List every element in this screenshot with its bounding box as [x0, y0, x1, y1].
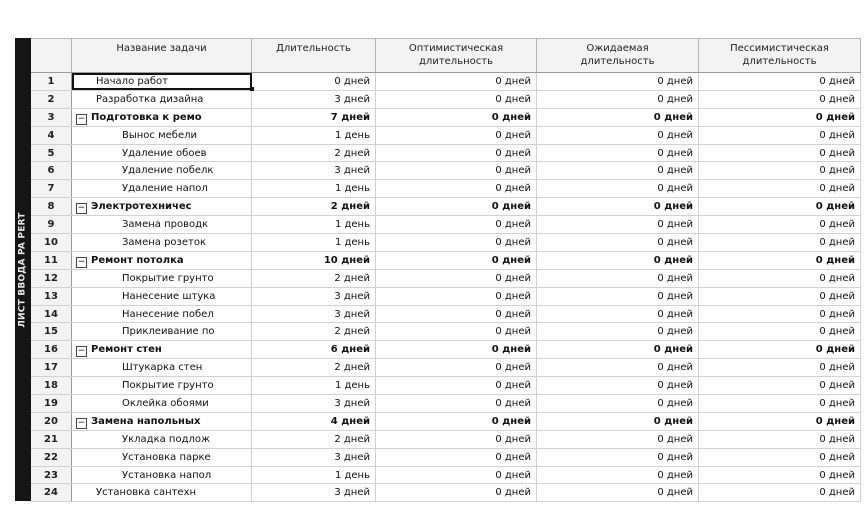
- expected-duration-cell[interactable]: 0 дней: [537, 145, 699, 162]
- table-row[interactable]: [31, 180, 861, 198]
- optimistic-duration-cell[interactable]: 0 дней: [376, 198, 537, 215]
- task-name-cell[interactable]: [72, 252, 252, 269]
- expected-duration-cell[interactable]: 0 дней: [537, 288, 699, 305]
- table-row[interactable]: [31, 162, 861, 180]
- expected-duration-cell[interactable]: 0 дней: [537, 127, 699, 144]
- pessimistic-duration-cell[interactable]: 0 дней: [699, 162, 861, 179]
- task-name-cell[interactable]: [72, 359, 252, 376]
- duration-cell[interactable]: 6 дней: [252, 341, 376, 358]
- task-name-text: Ремонт потолка: [91, 254, 184, 266]
- row-id-cell[interactable]: 15: [31, 323, 72, 340]
- expected-duration-cell[interactable]: 0 дней: [537, 359, 699, 376]
- duration-cell[interactable]: 1 день: [252, 180, 376, 197]
- header-pessimistic-duration[interactable]: Пессимистическая длительность: [699, 39, 861, 72]
- duration-cell[interactable]: 7 дней: [252, 109, 376, 126]
- pessimistic-duration-cell[interactable]: 0 дней: [699, 180, 861, 197]
- pessimistic-duration-cell[interactable]: 0 дней: [699, 359, 861, 376]
- optimistic-duration-cell[interactable]: 0 дней: [376, 109, 537, 126]
- table-row[interactable]: [31, 413, 861, 431]
- table-row[interactable]: [31, 127, 861, 145]
- optimistic-duration-cell[interactable]: 0 дней: [376, 180, 537, 197]
- table-row[interactable]: [31, 73, 861, 91]
- duration-cell[interactable]: 2 дней: [252, 145, 376, 162]
- task-name-text: Установка парке: [122, 451, 211, 463]
- expected-duration-cell[interactable]: 0 дней: [537, 323, 699, 340]
- task-name-cell[interactable]: [72, 377, 252, 394]
- task-name-text: Покрытие грунто: [122, 272, 214, 284]
- header-id[interactable]: [31, 39, 72, 72]
- task-name-cell[interactable]: [72, 73, 252, 90]
- pessimistic-duration-cell[interactable]: 0 дней: [699, 91, 861, 108]
- expected-duration-cell[interactable]: 0 дней: [537, 306, 699, 323]
- expected-duration-cell[interactable]: 0 дней: [537, 252, 699, 269]
- pessimistic-duration-cell[interactable]: 0 дней: [699, 449, 861, 466]
- optimistic-duration-cell[interactable]: 0 дней: [376, 341, 537, 358]
- row-id-cell[interactable]: 8: [31, 198, 72, 215]
- task-name-cell[interactable]: [72, 306, 252, 323]
- optimistic-duration-cell[interactable]: 0 дней: [376, 395, 537, 412]
- task-name-cell[interactable]: [72, 467, 252, 484]
- pessimistic-duration-cell[interactable]: 0 дней: [699, 216, 861, 233]
- expected-duration-cell[interactable]: 0 дней: [537, 91, 699, 108]
- row-id-cell[interactable]: 14: [31, 306, 72, 323]
- row-id-cell[interactable]: 4: [31, 127, 72, 144]
- pessimistic-duration-cell[interactable]: 0 дней: [699, 395, 861, 412]
- row-id-cell[interactable]: 16: [31, 341, 72, 358]
- pessimistic-duration-cell[interactable]: 0 дней: [699, 323, 861, 340]
- task-name-cell[interactable]: [72, 198, 252, 215]
- row-id-cell[interactable]: 5: [31, 145, 72, 162]
- duration-cell[interactable]: 2 дней: [252, 323, 376, 340]
- task-name-cell[interactable]: [72, 91, 252, 108]
- row-id-cell[interactable]: 19: [31, 395, 72, 412]
- duration-cell[interactable]: 10 дней: [252, 252, 376, 269]
- pessimistic-duration-cell[interactable]: 0 дней: [699, 431, 861, 448]
- task-name-cell[interactable]: [72, 127, 252, 144]
- task-name-cell[interactable]: [72, 323, 252, 340]
- row-id-cell[interactable]: 11: [31, 252, 72, 269]
- pessimistic-duration-cell[interactable]: 0 дней: [699, 127, 861, 144]
- duration-cell[interactable]: 3 дней: [252, 484, 376, 501]
- table-row[interactable]: [31, 449, 861, 467]
- expected-duration-cell[interactable]: 0 дней: [537, 377, 699, 394]
- row-id-cell[interactable]: 24: [31, 484, 72, 501]
- task-table: [31, 38, 861, 502]
- header-duration[interactable]: Длительность: [252, 39, 376, 72]
- expected-duration-cell[interactable]: 0 дней: [537, 109, 699, 126]
- expected-duration-cell[interactable]: 0 дней: [537, 413, 699, 430]
- pessimistic-duration-cell[interactable]: 0 дней: [699, 73, 861, 90]
- row-id-cell[interactable]: 20: [31, 413, 72, 430]
- row-id-cell[interactable]: 3: [31, 109, 72, 126]
- task-name-text: Нанесение штука: [122, 290, 216, 302]
- pessimistic-duration-cell[interactable]: 0 дней: [699, 198, 861, 215]
- task-name-text: Подготовка к ремо: [91, 111, 202, 123]
- table-row[interactable]: [31, 252, 861, 270]
- pessimistic-duration-cell[interactable]: 0 дней: [699, 377, 861, 394]
- expected-duration-cell[interactable]: 0 дней: [537, 73, 699, 90]
- task-name-text: Замена проводк: [122, 219, 209, 231]
- duration-cell[interactable]: 2 дней: [252, 198, 376, 215]
- task-name-cell[interactable]: [72, 431, 252, 448]
- task-name-text: Начало работ: [96, 76, 168, 87]
- row-id-cell[interactable]: 17: [31, 359, 72, 376]
- task-name-cell[interactable]: [72, 180, 252, 197]
- expected-duration-cell[interactable]: 0 дней: [537, 216, 699, 233]
- task-name-cell[interactable]: [72, 145, 252, 162]
- duration-cell[interactable]: 2 дней: [252, 359, 376, 376]
- table-row[interactable]: [31, 306, 861, 324]
- optimistic-duration-cell[interactable]: 0 дней: [376, 145, 537, 162]
- task-name-text: Вынос мебели: [122, 129, 197, 141]
- task-name-cell[interactable]: [72, 288, 252, 305]
- optimistic-duration-cell[interactable]: 0 дней: [376, 270, 537, 287]
- duration-cell[interactable]: 1 день: [252, 377, 376, 394]
- view-bar[interactable]: [15, 38, 31, 501]
- optimistic-duration-cell[interactable]: 0 дней: [376, 449, 537, 466]
- duration-cell[interactable]: 3 дней: [252, 288, 376, 305]
- optimistic-duration-cell[interactable]: 0 дней: [376, 73, 537, 90]
- task-name-text: Укладка подлож: [122, 433, 211, 445]
- duration-cell[interactable]: 1 день: [252, 216, 376, 233]
- duration-cell[interactable]: 3 дней: [252, 91, 376, 108]
- table-row[interactable]: [31, 288, 861, 306]
- row-id-cell[interactable]: 6: [31, 162, 72, 179]
- optimistic-duration-cell[interactable]: 0 дней: [376, 252, 537, 269]
- task-name-text: Разработка дизайна: [96, 93, 204, 105]
- row-id-cell[interactable]: 2: [31, 91, 72, 108]
- expected-duration-cell[interactable]: 0 дней: [537, 484, 699, 501]
- header-expected-duration[interactable]: Ожидаемая длительность: [537, 39, 699, 72]
- optimistic-duration-cell[interactable]: 0 дней: [376, 323, 537, 340]
- duration-cell[interactable]: 3 дней: [252, 306, 376, 323]
- task-name-cell[interactable]: [72, 162, 252, 179]
- collapse-toggle-icon[interactable]: −: [77, 346, 86, 357]
- row-id-cell[interactable]: 10: [31, 234, 72, 251]
- task-name-text: Оклейка обоями: [122, 398, 209, 410]
- expected-duration-cell[interactable]: 0 дней: [537, 341, 699, 358]
- row-id-cell[interactable]: 18: [31, 377, 72, 394]
- optimistic-duration-cell[interactable]: 0 дней: [376, 431, 537, 448]
- duration-cell[interactable]: 3 дней: [252, 162, 376, 179]
- row-id-cell[interactable]: 13: [31, 288, 72, 305]
- duration-cell[interactable]: 0 дней: [252, 73, 376, 90]
- collapse-toggle-icon[interactable]: −: [77, 417, 86, 428]
- duration-cell[interactable]: 1 день: [252, 234, 376, 251]
- row-id-cell[interactable]: 22: [31, 449, 72, 466]
- task-name-text: Удаление обоев: [122, 147, 207, 159]
- duration-cell[interactable]: 1 день: [252, 467, 376, 484]
- pessimistic-duration-cell[interactable]: 0 дней: [699, 467, 861, 484]
- optimistic-duration-cell[interactable]: 0 дней: [376, 127, 537, 144]
- task-name-text: Установка сантехн: [96, 487, 197, 499]
- duration-cell[interactable]: 2 дней: [252, 270, 376, 287]
- task-name-cell[interactable]: [72, 341, 252, 358]
- table-row[interactable]: [31, 270, 861, 288]
- row-id-cell[interactable]: 9: [31, 216, 72, 233]
- table-row[interactable]: [31, 484, 861, 502]
- table-row[interactable]: [31, 234, 861, 252]
- duration-cell[interactable]: 3 дней: [252, 449, 376, 466]
- table-row[interactable]: [31, 216, 861, 234]
- task-name-cell[interactable]: [72, 484, 252, 501]
- table-body: [31, 73, 861, 502]
- expected-duration-cell[interactable]: 0 дней: [537, 198, 699, 215]
- optimistic-duration-cell[interactable]: 0 дней: [376, 306, 537, 323]
- task-name-text: Ремонт стен: [91, 344, 162, 356]
- expected-duration-cell[interactable]: 0 дней: [537, 234, 699, 251]
- pessimistic-duration-cell[interactable]: 0 дней: [699, 234, 861, 251]
- task-name-text: Удаление напол: [122, 183, 208, 195]
- pessimistic-duration-cell[interactable]: 0 дней: [699, 306, 861, 323]
- optimistic-duration-cell[interactable]: 0 дней: [376, 288, 537, 305]
- duration-cell[interactable]: 2 дней: [252, 431, 376, 448]
- optimistic-duration-cell[interactable]: 0 дней: [376, 413, 537, 430]
- expected-duration-cell[interactable]: 0 дней: [537, 270, 699, 287]
- table-row[interactable]: [31, 91, 861, 109]
- task-name-text: Замена напольных: [91, 415, 201, 427]
- table-row[interactable]: [31, 109, 861, 127]
- table-row[interactable]: [31, 323, 861, 341]
- optimistic-duration-cell[interactable]: 0 дней: [376, 162, 537, 179]
- task-name-cell[interactable]: [72, 109, 252, 126]
- task-name-text: Нанесение побел: [122, 308, 214, 320]
- optimistic-duration-cell[interactable]: 0 дней: [376, 216, 537, 233]
- table-row[interactable]: [31, 198, 861, 216]
- pessimistic-duration-cell[interactable]: 0 дней: [699, 341, 861, 358]
- pessimistic-duration-cell[interactable]: 0 дней: [699, 413, 861, 430]
- table-header: [31, 39, 861, 73]
- table-row[interactable]: [31, 395, 861, 413]
- pessimistic-duration-cell[interactable]: 0 дней: [699, 109, 861, 126]
- collapse-toggle-icon[interactable]: −: [77, 256, 86, 267]
- task-name-text: Приклеивание по: [122, 326, 215, 338]
- task-name-cell[interactable]: [72, 270, 252, 287]
- collapse-toggle-icon[interactable]: −: [77, 203, 86, 214]
- task-name-cell[interactable]: [72, 216, 252, 233]
- row-id-cell[interactable]: 21: [31, 431, 72, 448]
- table-row[interactable]: [31, 341, 861, 359]
- header-optimistic-duration[interactable]: Оптимистическая длительность: [376, 39, 537, 72]
- row-id-cell[interactable]: 7: [31, 180, 72, 197]
- duration-cell[interactable]: 3 дней: [252, 395, 376, 412]
- expected-duration-cell[interactable]: 0 дней: [537, 449, 699, 466]
- optimistic-duration-cell[interactable]: 0 дней: [376, 359, 537, 376]
- pessimistic-duration-cell[interactable]: 0 дней: [699, 288, 861, 305]
- task-name-cell[interactable]: [72, 449, 252, 466]
- task-name-text: Замена розеток: [122, 237, 206, 249]
- duration-cell[interactable]: 1 день: [252, 127, 376, 144]
- optimistic-duration-cell[interactable]: 0 дней: [376, 484, 537, 501]
- fill-handle[interactable]: [250, 87, 254, 91]
- optimistic-duration-cell[interactable]: 0 дней: [376, 234, 537, 251]
- task-name-text: Штукарка стен: [122, 362, 203, 374]
- table-row[interactable]: [31, 145, 861, 163]
- pessimistic-duration-cell[interactable]: 0 дней: [699, 270, 861, 287]
- row-id-cell[interactable]: 12: [31, 270, 72, 287]
- table-row[interactable]: [31, 377, 861, 395]
- task-name-cell[interactable]: [72, 413, 252, 430]
- table-row[interactable]: [31, 467, 861, 485]
- task-name-text: Покрытие грунто: [122, 380, 214, 392]
- table-row[interactable]: [31, 431, 861, 449]
- task-name-cell[interactable]: [72, 234, 252, 251]
- table-row[interactable]: [31, 359, 861, 377]
- expected-duration-cell[interactable]: 0 дней: [537, 431, 699, 448]
- optimistic-duration-cell[interactable]: 0 дней: [376, 91, 537, 108]
- pessimistic-duration-cell[interactable]: 0 дней: [699, 145, 861, 162]
- header-task-name[interactable]: Название задачи: [72, 39, 252, 72]
- pessimistic-duration-cell[interactable]: 0 дней: [699, 484, 861, 501]
- task-name-cell[interactable]: [72, 395, 252, 412]
- expected-duration-cell[interactable]: 0 дней: [537, 467, 699, 484]
- row-id-cell[interactable]: 1: [31, 73, 72, 90]
- view-bar-label: ЛИСТ ВВОДА PA PERT: [18, 211, 28, 328]
- duration-cell[interactable]: 4 дней: [252, 413, 376, 430]
- expected-duration-cell[interactable]: 0 дней: [537, 162, 699, 179]
- expected-duration-cell[interactable]: 0 дней: [537, 180, 699, 197]
- expected-duration-cell[interactable]: 0 дней: [537, 395, 699, 412]
- task-name-text: Установка напол: [122, 469, 212, 481]
- task-name-text: Электротехничес: [91, 201, 192, 213]
- task-name-text: Удаление побелк: [122, 165, 214, 177]
- row-id-cell[interactable]: 23: [31, 467, 72, 484]
- pessimistic-duration-cell[interactable]: 0 дней: [699, 252, 861, 269]
- optimistic-duration-cell[interactable]: 0 дней: [376, 467, 537, 484]
- collapse-toggle-icon[interactable]: −: [77, 113, 86, 124]
- optimistic-duration-cell[interactable]: 0 дней: [376, 377, 537, 394]
